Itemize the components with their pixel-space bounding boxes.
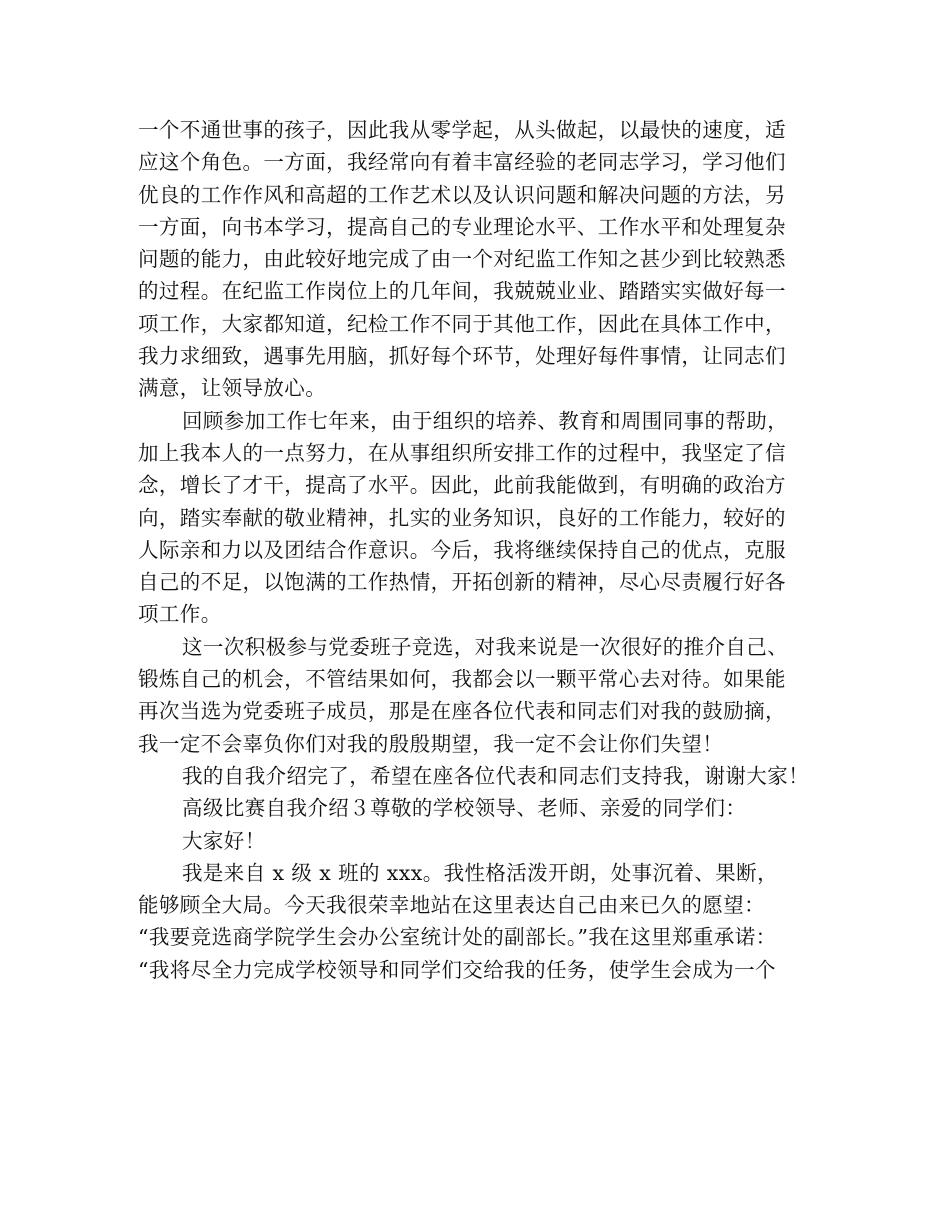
text-line: 念，增长了才干，提高了水平。因此，此前我能做到，有明确的政治方	[138, 473, 786, 498]
text-line: 我一定不会辜负你们对我的殷殷期望，我一定不会让你们失望！	[138, 731, 724, 756]
text-line: 的过程。在纪监工作岗位上的几年间，我兢兢业业、踏踏实实做好每一	[138, 279, 786, 304]
text-line: 这一次积极参与党委班子竞选，对我来说是一次很好的推介自己、	[182, 634, 789, 659]
text-line: “我要竞选商学院学生会办公室统计处的副部长。”我在这里郑重承诺：	[138, 925, 777, 950]
text-line: 应这个角色。一方面，我经常向有着丰富经验的老同志学习，学习他们	[138, 150, 786, 175]
text-line: 大家好！	[182, 828, 266, 853]
document-body	[138, 114, 828, 986]
text-line: 项工作。	[138, 602, 222, 627]
text-line: 我力求细致，遇事先用脑，抓好每个环节，处理好每件事情，让同志们	[138, 344, 786, 369]
text-line: 优良的工作作风和高超的工作艺术以及认识问题和解决问题的方法，另	[138, 182, 786, 207]
text-line: 一方面，向书本学习，提高自己的专业理论水平、工作水平和处理复杂	[138, 214, 786, 239]
text-line: 我是来自 x 级 x 班的 xxx。我性格活泼开朗，处事沉着、果断，	[182, 860, 778, 885]
text-line: 锻炼自己的机会，不管结果如何，我都会以一颗平常心去对待。如果能	[138, 667, 786, 692]
text-line: 项工作，大家都知道，纪检工作不同于其他工作，因此在具体工作中，	[138, 311, 786, 336]
text-line: 能够顾全大局。今天我很荣幸地站在这里表达自己由来已久的愿望：	[138, 893, 765, 918]
text-line: 高级比赛自我介绍３尊敬的学校领导、老师、亲爱的同学们：	[182, 796, 747, 821]
text-line: 回顾参加工作七年来，由于组织的培养、教育和周围同事的帮助，	[182, 408, 789, 433]
text-line: 人际亲和力以及团结合作意识。今后，我将继续保持自己的优点，克服	[138, 537, 786, 562]
text-line: “我将尽全力完成学校领导和同学们交给我的任务，使学生会成为一个	[138, 957, 776, 982]
text-line: 加上我本人的一点努力，在从事组织所安排工作的过程中，我坚定了信	[138, 440, 786, 465]
text-line: 问题的能力，由此较好地完成了由一个对纪监工作知之甚少到比较熟悉	[138, 247, 786, 272]
text-line: 自己的不足，以饱满的工作热情，开拓创新的精神，尽心尽责履行好各	[138, 570, 786, 595]
text-line: 满意，让领导放心。	[138, 376, 327, 401]
text-line: 我的自我介绍完了，希望在座各位代表和同志们支持我，谢谢大家！	[182, 763, 809, 788]
text-line: 再次当选为党委班子成员，那是在座各位代表和同志们对我的鼓励摘，	[138, 699, 786, 724]
text-line: 向，踏实奉献的敬业精神，扎实的业务知识，良好的工作能力，较好的	[138, 505, 786, 530]
text-line: 一个不通世事的孩子，因此我从零学起，从头做起，以最快的速度，适	[138, 118, 786, 142]
